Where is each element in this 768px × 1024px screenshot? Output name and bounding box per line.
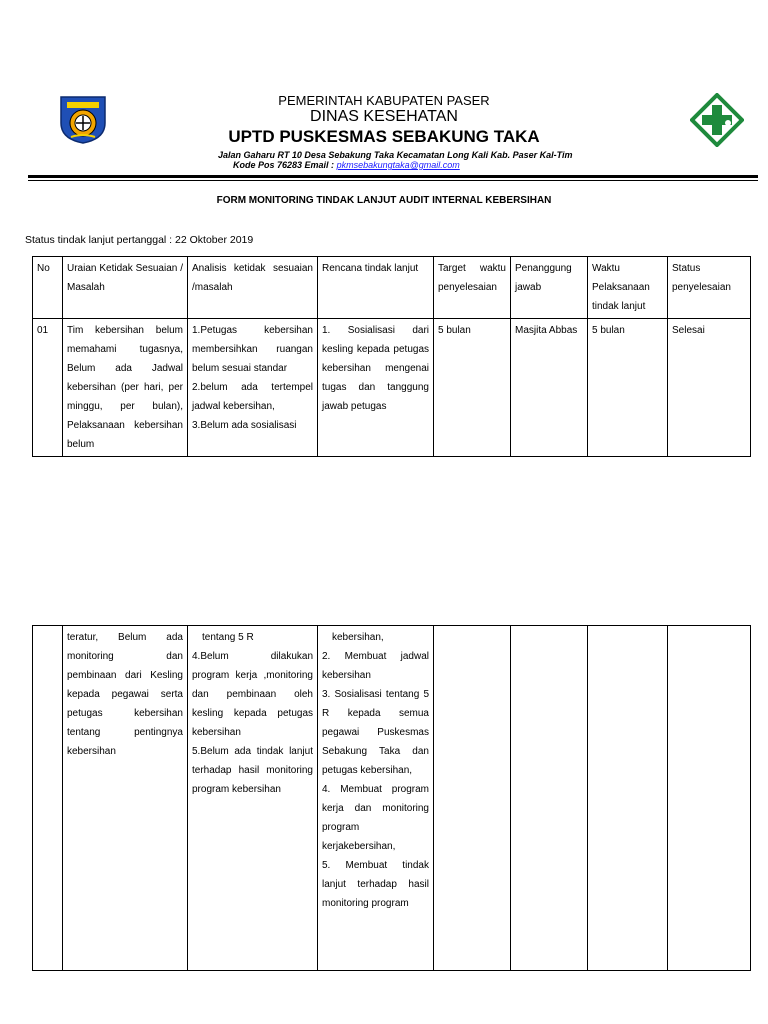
rencana-lead: kebersihan, (332, 632, 384, 643)
header-waktu: Waktu Pelaksanaan tindak lanjut (588, 257, 668, 319)
header-status: Status penyelesaian (668, 257, 751, 319)
list-item: 5. Membuat tindak lanjut terhadap hasil monitoring program (322, 860, 429, 909)
header-divider-thin (28, 180, 758, 181)
status-date-line: Status tindak lanjut pertanggal : 22 Oktober 2019 (25, 234, 254, 246)
list-item: 4.Belum dilakukan program kerja ,monitoring dan pembinaan oleh kesling kepada petugas kebersihan (192, 651, 313, 738)
cont-no (33, 626, 63, 971)
cont-waktu (588, 626, 668, 971)
cont-uraian: teratur, Belum ada monitoring dan pembinaan dari Kesling kepada pegawai serta petugas kebersihan tentang pentingnya kebersihan (63, 626, 188, 971)
form-title: FORM MONITORING TINDAK LANJUT AUDIT INTERNAL KEBERSIHAN (216, 195, 552, 206)
row-analisis (188, 319, 318, 457)
monitoring-table-part1 (32, 256, 751, 457)
header-institution: UPTD PUSKESMAS SEBAKUNG TAKA (228, 127, 540, 146)
list-item: 3.Belum ada sosialisasi (192, 420, 297, 431)
cont-rencana (318, 626, 434, 971)
row-penanggung: Masjita Abbas (511, 319, 588, 457)
row-target: 5 bulan (434, 319, 511, 457)
analisis-lead: tentang 5 R (202, 632, 254, 643)
table-row-continued (33, 626, 751, 971)
row-status: Selesai (668, 319, 751, 457)
row-no: 01 (33, 319, 63, 457)
cont-analisis (188, 626, 318, 971)
header-contact (233, 160, 460, 170)
row-uraian: Tim kebersihan belum memahami tugasnya, Belum ada Jadwal kebersihan (per hari, per minggu, per bulan), Pelaksanaan kebersihan belum (63, 319, 188, 457)
cont-penanggung (511, 626, 588, 971)
header-divider-thick (28, 175, 758, 178)
list-item: 2. Membuat jadwal kebersihan (322, 651, 429, 681)
header-postal: Kode Pos 76283 Email : (233, 160, 335, 170)
row-waktu: 5 bulan (588, 319, 668, 457)
cont-target (434, 626, 511, 971)
list-item: 5.Belum ada tindak lanjut terhadap hasil monitoring program kebersihan (192, 746, 313, 795)
table-row (33, 319, 751, 457)
header-uraian: Uraian Ketidak Sesuaian / Masalah (63, 257, 188, 319)
header-penanggung: Penanggung jawab (511, 257, 588, 319)
monitoring-table-part2 (32, 625, 751, 971)
list-item: 3. Sosialisasi tentang 5 R kepada semua pegawai Puskesmas Sebakung Taka dan petugas kebersihan, (322, 689, 429, 776)
header-target: Target waktu penyelesaian (434, 257, 511, 319)
list-item: 1. Sosialisasi dari kesling kepada petugas kebersihan mengenai tugas dan tanggung jawab petugas (322, 325, 429, 412)
row-rencana (318, 319, 434, 457)
list-item: 2.belum ada tertempel jadwal kebersihan, (192, 382, 313, 412)
header-analisis: Analisis ketidak sesuaian /masalah (188, 257, 318, 319)
header-address: Jalan Gaharu RT 10 Desa Sebakung Taka Kecamatan Long Kali Kab. Paser Kal-Tim (218, 150, 573, 160)
header-government: PEMERINTAH KABUPATEN PASER (278, 93, 490, 108)
header-department: DINAS KESEHATAN (310, 108, 458, 125)
cont-status (668, 626, 751, 971)
header-no: No (33, 257, 63, 319)
header-rencana: Rencana tindak lanjut (318, 257, 434, 319)
table-header-row (33, 257, 751, 319)
list-item: 1.Petugas kebersihan membersihkan ruangan belum sesuai standar (192, 325, 313, 374)
list-item: 4. Membuat program kerja dan monitoring program kerjakebersihan, (322, 784, 430, 852)
header-email-link[interactable]: pkmsebakungtaka@gmail.com (336, 160, 460, 170)
